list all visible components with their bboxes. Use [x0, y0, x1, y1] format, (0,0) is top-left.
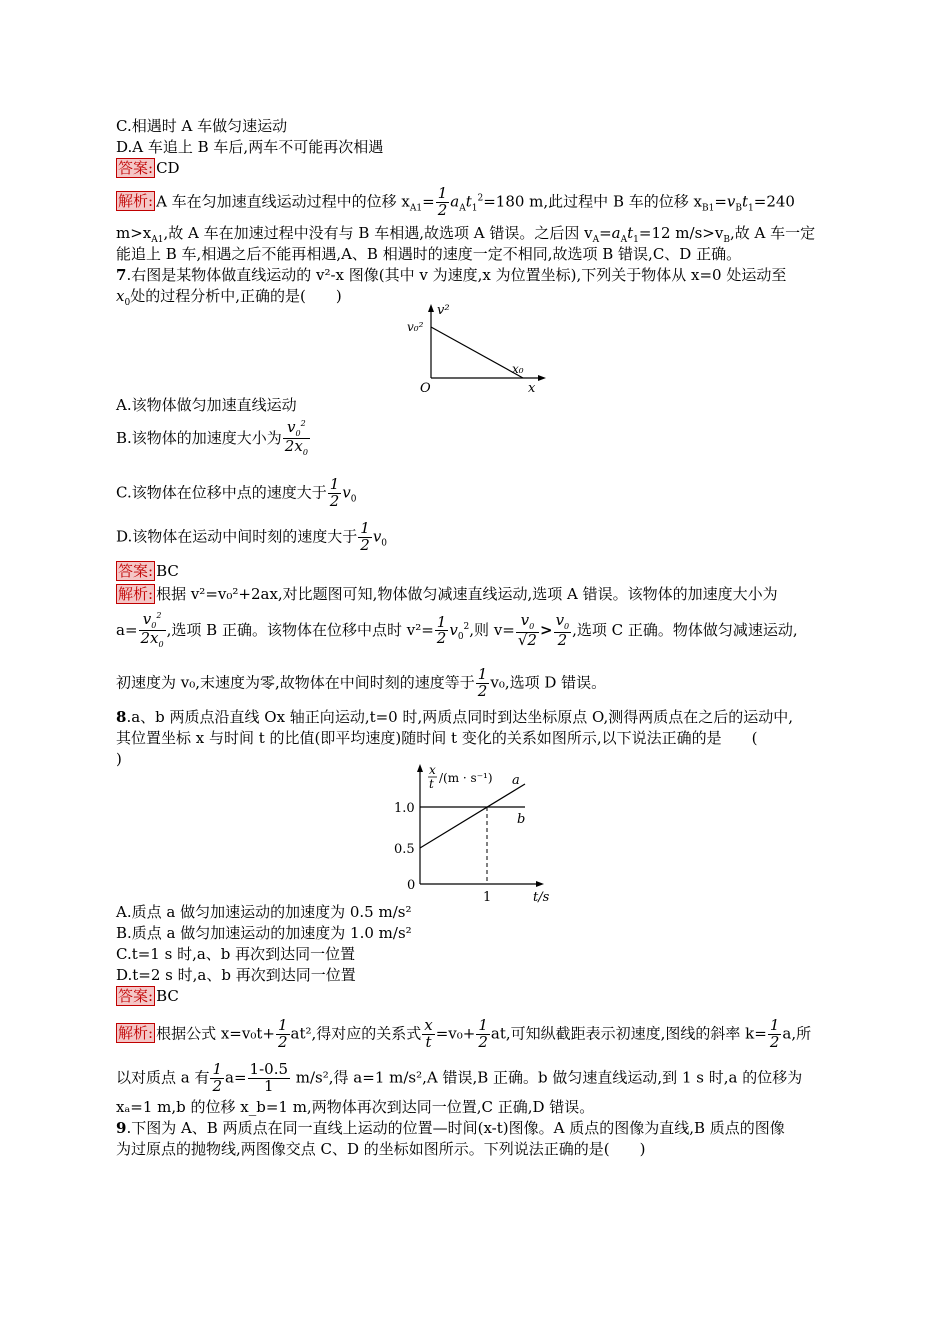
q8-analysis-text: at²,得对应的关系式 — [290, 1024, 422, 1043]
q8-analysis-line-3: xₐ=1 m,b 的位移 x_b=1 m,两物体再次到达同一位置,C 正确,D 错误。 — [116, 1098, 595, 1116]
q6-analysis-text: ,故 A 车在加速过程中没有与 B 车相遇,故选项 A 错误。之后因 v — [163, 224, 593, 242]
fraction-v0-over-sqrt2: $\frac{v_0}{√2}$ — [517, 611, 537, 649]
q7-stem-line-1 — [116, 266, 786, 284]
q8-answer-line — [116, 987, 179, 1005]
q8-option-c: C.t=1 s 时,a、b 再次到达同一位置 — [116, 945, 356, 963]
fraction-half: $\frac{1}{2}$ — [360, 519, 370, 554]
y-tick-05: 0.5 — [394, 842, 415, 857]
q8-analysis-line-1 — [116, 1018, 811, 1051]
q9-stem-line-1 — [116, 1119, 785, 1137]
fraction-half: $\frac{1}{2}$ — [769, 1016, 780, 1051]
fraction-half: $\frac{1}{2}$ — [477, 665, 488, 700]
q8-analysis-text: a= — [225, 1068, 247, 1087]
q6-answer: CD — [156, 159, 180, 177]
svg-text:t: t — [429, 777, 434, 791]
q7-analysis-text: 根据 v²=v₀²+2ax,对比题图可知,物体做匀减速直线运动,选项 A 错误。该物体的加速度大小为 — [156, 585, 778, 603]
q7-answer: BC — [156, 562, 179, 580]
q8-option-d: D.t=2 s 时,a、b 再次到达同一位置 — [116, 966, 356, 984]
x0-label: x₀ — [512, 362, 524, 376]
q6-answer-line — [116, 159, 180, 177]
fraction-v0sq-over-2x0: $\frac{v_0^2}{2x_0}$ — [284, 418, 308, 458]
answer-tag: 答案: — [118, 987, 154, 1005]
q7-option-text: C.该物体在位移中点的速度大于 — [116, 483, 327, 502]
q8-stem-line-3: ) — [116, 750, 122, 768]
line-b-label: b — [517, 812, 526, 827]
q7-option-text: D.该物体在运动中间时刻的速度大于 — [116, 527, 358, 546]
q7-analysis-text: a= — [116, 620, 138, 639]
q7-option-b — [116, 420, 311, 458]
q8-stem: .a、b 两质点沿直线 Ox 轴正向运动,t=0 时,两质点同时到达坐标原点 O,测得两质点在之后的运动中, — [126, 708, 793, 726]
origin-label: O — [420, 381, 431, 395]
answer-tag: 答案: — [118, 562, 154, 580]
q7-option-text: B.该物体的加速度大小为 — [116, 428, 282, 447]
analysis-tag: 解析: — [118, 1024, 154, 1043]
question-number: 7 — [116, 266, 127, 284]
q6-analysis-text: A 车在匀加速直线运动过程中的位移 x — [156, 192, 410, 211]
x-tick-1: 1 — [483, 890, 492, 905]
svg-text:x: x — [429, 763, 436, 777]
q8-analysis-text: a,所 — [782, 1024, 812, 1043]
q6-analysis-text: =240 — [753, 192, 795, 211]
q7-stem: .右图是某物体做直线运动的 v²-x 图像(其中 v 为速度,x 为位置坐标),下列关于物体从 x=0 处运动至 — [126, 266, 787, 284]
q8-analysis-text: 根据公式 x=v₀t+ — [156, 1024, 275, 1043]
q6-analysis-line-3: 能追上 B 车,相遇之后不能再相遇,A、B 相遇时的速度一定不相同,故选项 B 错误,C、D 正确。 — [116, 245, 742, 263]
y-tick-1: 1.0 — [394, 801, 415, 816]
q8-analysis-text: =v₀+ — [435, 1024, 476, 1043]
q6-analysis-text: =180 m,此过程中 B 车的位移 x — [483, 192, 702, 211]
fraction-half: $\frac{1}{2}$ — [329, 475, 340, 510]
fraction-v0sq-over-2x0: $\frac{v_0^2}{2x_0}$ — [140, 610, 164, 650]
fraction-half: $\frac{1}{2}$ — [437, 184, 448, 219]
q7-option-d: D.该物体在运动中间时刻的速度大于 $\frac{1}{2}$ $v_0$ — [116, 519, 388, 554]
q8-stem-line-2: 其位置坐标 x 与时间 t 的比值(即平均速度)随时间 t 变化的关系如图所示,以下说法正确的是 ( — [116, 729, 758, 747]
line-a-label: a — [512, 773, 520, 788]
q8-analysis-text: at,可知纵截距表示初速度,图线的斜率 k= — [490, 1024, 767, 1043]
axis-label-v2: v² — [437, 303, 450, 318]
fraction-half: $\frac{1}{2}$ — [277, 1016, 288, 1051]
q9-stem: .下图为 A、B 两质点在同一直线上运动的位置—时间(x-t)图像。A 质点的图像为直线,B 质点的图像 — [126, 1119, 785, 1137]
v0-squared-label: v₀² — [407, 320, 424, 334]
q8-xt-over-t-graph — [385, 760, 565, 908]
q7-analysis-line-3 — [116, 667, 606, 700]
q9-stem-line-2: 为过原点的抛物线,两图像交点 C、D 的坐标如图所示。下列说法正确的是( ) — [116, 1140, 646, 1158]
q7-analysis-text: ,则 v= — [469, 620, 515, 639]
q8-analysis-text: m/s²,得 a=1 m/s²,A 错误,B 正确。b 做匀速直线运动,到 1 s 时,a 的位移为 — [291, 1068, 803, 1087]
y-tick-0: 0 — [407, 878, 416, 893]
q8-analysis-text: 以对质点 a 有 — [116, 1068, 210, 1087]
q8-answer: BC — [156, 987, 179, 1005]
y-axis-unit: /(m · s⁻¹) — [439, 771, 493, 785]
fraction-half: $\frac{1}{2}$ — [436, 612, 447, 648]
q6-option-c: C.相遇时 A 车做匀速运动 — [116, 117, 288, 135]
q7-analysis-text: v₀,选项 D 错误。 — [490, 673, 607, 692]
q7-analysis-text: ,选项 C 正确。物体做匀减速运动, — [572, 620, 798, 639]
fraction-half: $\frac{1}{2}$ — [478, 1016, 488, 1051]
q6-analysis-line-2: $m>x_{A1}$,故 A 车在加速过程中没有与 B 车相遇,故选项 A 错误。之后因 $v_A=a_At_1=12$ $m/s>v_B$,故 A 车一定 — [116, 224, 816, 245]
axis-label-x: x — [528, 381, 536, 395]
question-number: 9 — [116, 1119, 127, 1137]
question-number: 8 — [116, 708, 127, 726]
q7-stem: 处的过程分析中,正确的是( ) — [130, 287, 342, 305]
q7-option-a: A.该物体做匀加速直线运动 — [116, 396, 297, 414]
q6-option-d: D.A 车追上 B 车后,两车不可能再次相遇 — [116, 138, 384, 156]
analysis-tag: 解析: — [118, 192, 154, 211]
q7-v2-x-graph — [405, 300, 555, 395]
q8-option-b: B.质点 a 做匀加速运动的加速度为 1.0 m/s² — [116, 924, 412, 942]
q8-analysis-line-2 — [116, 1062, 802, 1095]
answer-tag: 答案: — [118, 159, 154, 177]
q7-analysis-line-2: a= $\frac{v_0^2}{2x_0}$ ,选项 B 正确。该物体在位移中点时 v²= $\frac{1}{2}$ $v_0^2$,则 v= $\frac{v_0}{√2}$ > $\frac{v_0}{2}$ ,选项 C 正确。物体做匀减速运动, — [116, 610, 798, 650]
x-axis-label: t/s — [533, 890, 550, 905]
q7-analysis-text: ,选项 B 正确。该物体在位移中点时 v²= — [166, 620, 434, 639]
q7-answer-line — [116, 562, 179, 580]
q6-analysis-text: =12 m/s>v — [638, 224, 724, 242]
fraction-half: $\frac{1}{2}$ — [212, 1060, 223, 1095]
q8-option-a: A.质点 a 做匀加速运动的加速度为 0.5 m/s² — [116, 903, 412, 921]
q6-analysis-line-1: 解析: A 车在匀加速直线运动过程中的位移 $x_{A1}=$ $\frac{1}{2}$ $a_At_1^2=180$ m,此过程中 B 车的位移 $x_{B1}=v_Bt_1=240$ — [118, 184, 795, 219]
fraction-slope: $\frac{1-0.5}{1}$ — [249, 1060, 289, 1095]
q7-option-c: C.该物体在位移中点的速度大于 $\frac{1}{2}$ $v_0$ — [116, 475, 357, 510]
q6-analysis-text: m>x — [116, 224, 152, 242]
q7-stem-line-2: $x_0$处的过程分析中,正确的是( ) — [116, 287, 342, 308]
fraction-v0-over-2: $\frac{v_0}{2}$ — [555, 611, 570, 649]
q6-analysis-text: ,故 A 车一定 — [729, 224, 816, 242]
fraction-x-over-t: $\frac{x}{t}$ — [424, 1016, 433, 1051]
q7-analysis-text: 初速度为 v₀,末速度为零,故物体在中间时刻的速度等于 — [116, 673, 475, 692]
q8-stem-line-1 — [116, 708, 793, 726]
q7-analysis-line-1 — [116, 585, 778, 603]
analysis-tag: 解析: — [118, 585, 154, 603]
